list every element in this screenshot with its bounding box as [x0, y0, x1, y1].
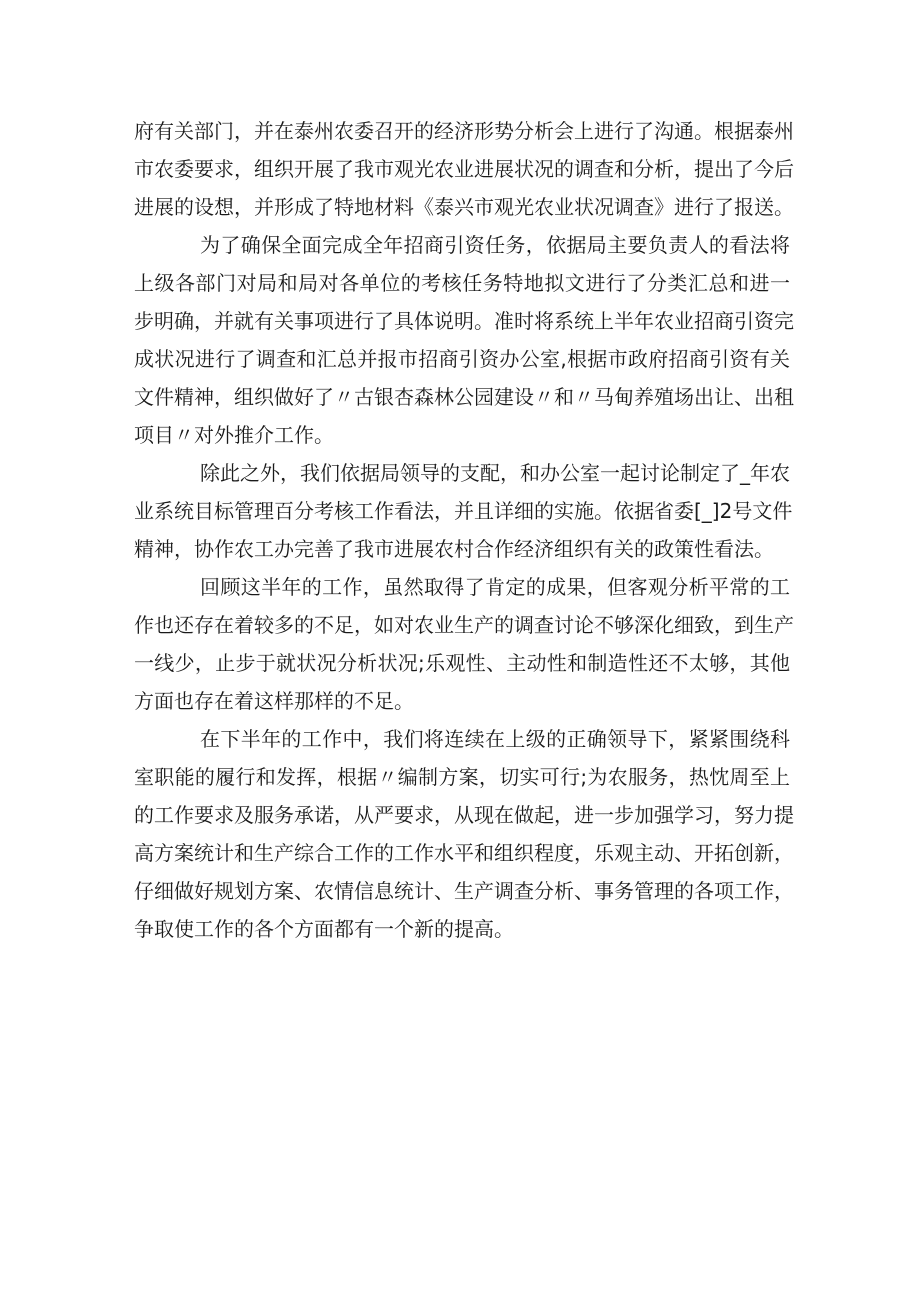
text-line: 仔细做好规划方案、农情信息统计、生产调查分析、事务管理的各项工作，	[134, 879, 794, 903]
text-line: 市农委要求，组织开展了我市观光农业进展状况的调查和分析，提出了今后	[134, 157, 794, 181]
paragraph-3	[134, 454, 793, 568]
text-line: 在下半年的工作中，我们将连续在上级的正确领导下，紧紧围绕科	[200, 727, 790, 751]
text-line: 方面也存在着这样那样的不足。	[134, 689, 414, 713]
text-line: 室职能的履行和发挥，根据〃编制方案，切实可行;为农服务，热忱周至上	[134, 765, 790, 789]
text-line: 作也还存在着较多的不足，如对农业生产的调查讨论不够深化细致，到生产	[134, 613, 794, 637]
paragraph-4	[134, 568, 794, 720]
text-line: 高方案统计和生产综合工作的工作水平和组织程度，乐观主动、开拓创新，	[134, 841, 794, 865]
text-line: 精神，协作农工办完善了我市进展农村合作经济组织有关的政策性看法。	[134, 537, 774, 561]
text-line: 步明确，并就有关事项进行了具体说明。准时将系统上半年农业招商引资完	[134, 309, 794, 333]
paragraph-1	[134, 112, 794, 226]
text-line: 的工作要求及服务承诺，从严要求，从现在做起，进一步加强学习，努力提	[134, 803, 794, 827]
text-line: 回顾这半年的工作，虽然取得了肯定的成果，但客观分析平常的工	[200, 575, 790, 599]
text-line: 业系统目标管理百分考核工作看法，并且详细的实施。依据省委[_]2号文件	[134, 499, 793, 523]
text-line: 府有关部门，并在泰州农委召开的经济形势分析会上进行了沟通。根据泰州	[134, 119, 794, 143]
text-line: 为了确保全面完成全年招商引资任务，依据局主要负责人的看法将	[200, 233, 790, 257]
text-line: 除此之外，我们依据局领导的支配，和办公室一起讨论制定了_年农	[200, 461, 790, 485]
text-line: 成状况进行了调查和汇总并报市招商引资办公室,根据市政府招商引资有关	[134, 347, 790, 371]
text-line: 争取使工作的各个方面都有一个新的提高。	[134, 917, 514, 941]
document-body	[134, 112, 794, 948]
paragraph-5	[134, 720, 794, 948]
text-line: 上级各部门对局和局对各单位的考核任务特地拟文进行了分类汇总和进一	[134, 271, 790, 295]
text-line: 文件精神，组织做好了〃古银杏森林公园建设〃和〃马甸养殖场出让、出租	[134, 385, 794, 409]
text-line: 进展的设想，并形成了特地材料《泰兴市观光农业状况调查》进行了报送。	[134, 195, 794, 219]
text-line: 项目〃对外推介工作。	[134, 423, 334, 447]
text-line: 一线少，止步于就状况分析状况;乐观性、主动性和制造性还不太够，其他	[134, 651, 790, 675]
paragraph-2	[134, 226, 794, 454]
